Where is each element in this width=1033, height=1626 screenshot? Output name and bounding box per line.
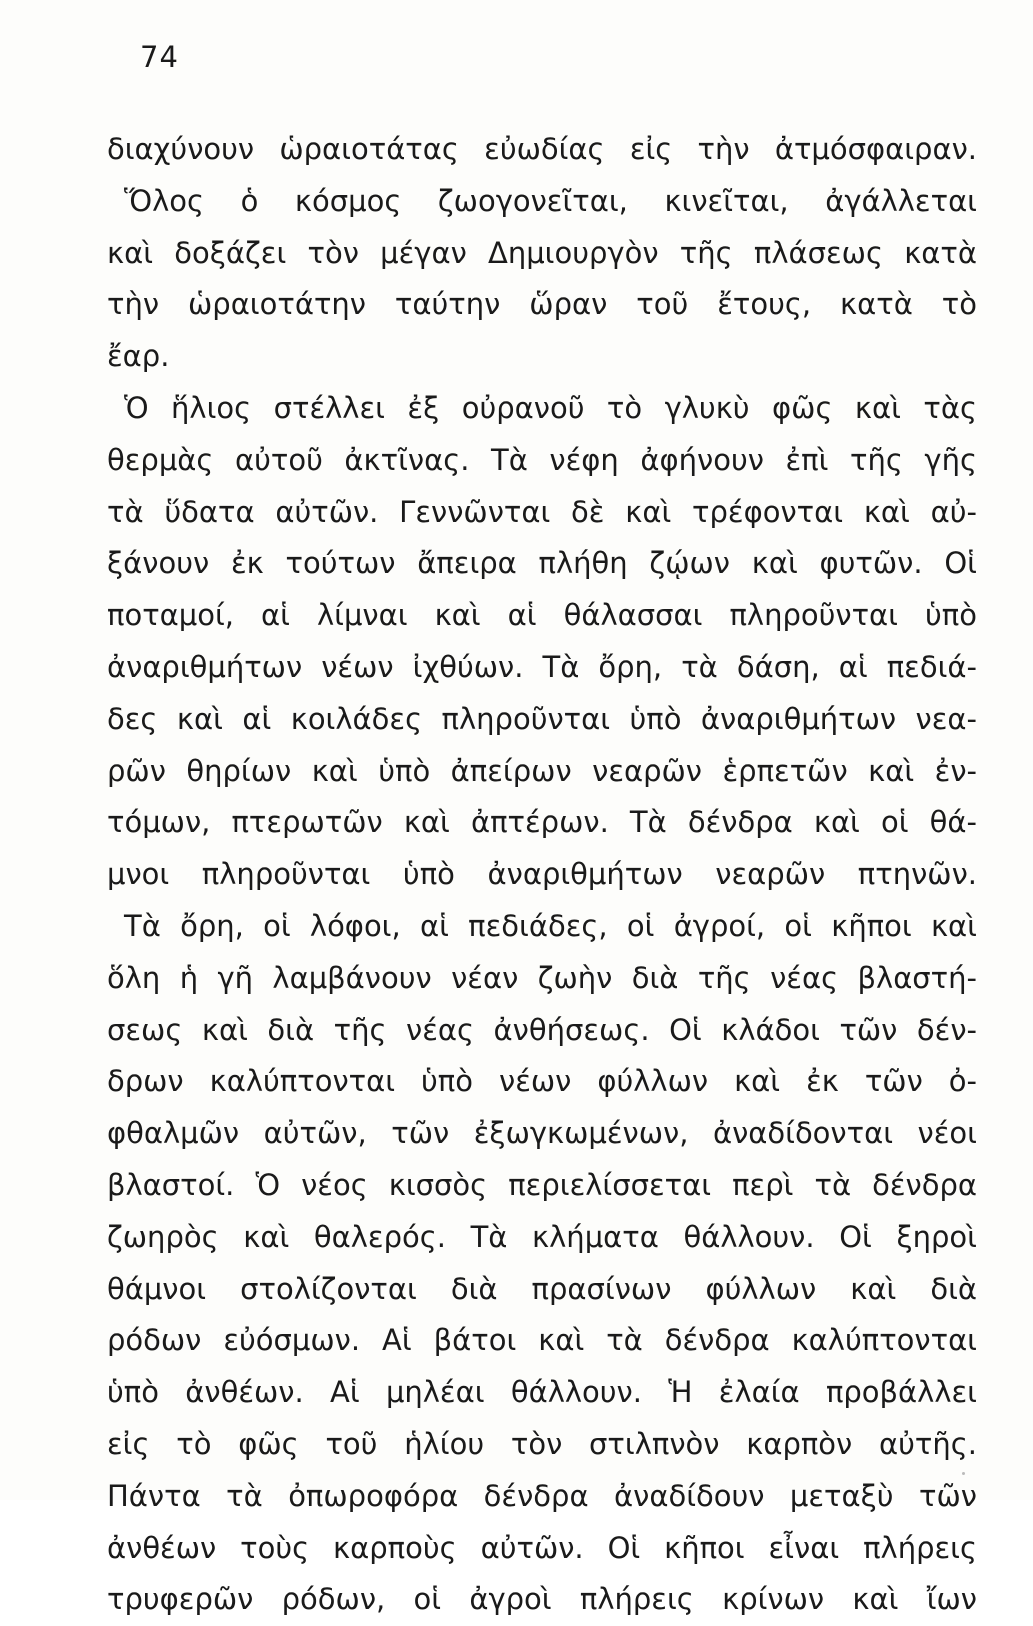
text-line: διαχύνουν ὡραιοτάτας εὐωδίας εἰς τὴν ἀτμόσφαιραν.	[107, 132, 977, 166]
text-line: φθαλμῶν αὐτῶν, τῶν ἐξωγκωμένων, ἀναδίδονται νέοι	[107, 1116, 977, 1151]
text-line: σεως καὶ διὰ τῆς νέας ἀνθήσεως. Οἱ κλάδοι τῶν δέν-	[107, 1012, 977, 1047]
page-number: 74	[140, 40, 179, 74]
text-line: βλαστοί. Ὁ νέος κισσὸς περιελίσσεται περὶ τὰ δένδρα	[107, 1167, 977, 1202]
text-line: ξάνουν ἐκ τούτων ἄπειρα πλήθη ζῴων καὶ φυτῶν. Οἱ	[107, 546, 977, 581]
text-line: ποταμοί, αἱ λίμναι καὶ αἱ θάλασσαι πληροῦνται ὑπὸ	[107, 598, 977, 633]
text-line: θερμὰς αὐτοῦ ἀκτῖνας. Τὰ νέφη ἀφήνουν ἐπὶ τῆς γῆς	[107, 442, 977, 477]
text-line: δες καὶ αἱ κοιλάδες πληροῦνται ὑπὸ ἀναριθμήτων νεα-	[107, 701, 977, 736]
text-line: μνοι πληροῦνται ὑπὸ ἀναριθμήτων νεαρῶν πτηνῶν.	[107, 857, 977, 892]
text-line: δρων καλύπτονται ὑπὸ νέων φύλλων καὶ ἐκ τῶν ὀ-	[107, 1064, 977, 1099]
text-line: τόμων, πτερωτῶν καὶ ἀπτέρων. Τὰ δένδρα καὶ οἱ θά-	[107, 805, 977, 840]
text-line: Ὁ ἥλιος στέλλει ἐξ οὐρανοῦ τὸ γλυκὺ φῶς καὶ τὰς	[124, 390, 977, 425]
text-line: ὅλη ἡ γῆ λαμβάνουν νέαν ζωὴν διὰ τῆς νέας βλαστή-	[107, 960, 977, 995]
text-line: Ὅλος ὁ κόσμος ζωογονεῖται, κινεῖται, ἀγάλλεται	[124, 183, 977, 218]
text-line: ρῶν θηρίων καὶ ὑπὸ ἀπείρων νεαρῶν ἑρπετῶν καὶ ἐν-	[107, 753, 977, 788]
paper-speck	[962, 1472, 965, 1475]
text-line: ἀνθέων τοὺς καρποὺς αὐτῶν. Οἱ κῆποι εἶναι πλήρεις	[107, 1530, 977, 1565]
text-line: Τὰ ὄρη, οἱ λόφοι, αἱ πεδιάδες, οἱ ἀγροί, οἱ κῆποι καὶ	[124, 908, 977, 943]
text-line: εἰς τὸ φῶς τοῦ ἡλίου τὸν στιλπνὸν καρπὸν αὐτῆς.	[107, 1426, 977, 1461]
text-line: θάμνοι στολίζονται διὰ πρασίνων φύλλων καὶ διὰ	[107, 1271, 977, 1306]
text-line: ὑπὸ ἀνθέων. Αἱ μηλέαι θάλλουν. Ἡ ἐλαία προβάλλει	[107, 1375, 977, 1410]
text-line: τρυφερῶν ρόδων, οἱ ἀγροὶ πλήρεις κρίνων καὶ ἴων	[107, 1582, 977, 1617]
text-line: καὶ δοξάζει τὸν μέγαν Δημιουργὸν τῆς πλάσεως κατὰ	[107, 235, 977, 270]
text-line: ἔαρ.	[107, 339, 170, 374]
body-text	[107, 124, 977, 1626]
text-line: Πάντα τὰ ὀπωροφόρα δένδρα ἀναδίδουν μεταξὺ τῶν	[107, 1478, 977, 1513]
text-line: ἀναριθμήτων νέων ἰχθύων. Τὰ ὄρη, τὰ δάση, αἱ πεδιά-	[107, 649, 977, 684]
text-line: τὰ ὕδατα αὐτῶν. Γεννῶνται δὲ καὶ τρέφονται καὶ αὐ-	[107, 494, 977, 529]
text-line: τὴν ὡραιοτάτην ταύτην ὥραν τοῦ ἔτους, κατὰ τὸ	[107, 287, 977, 322]
text-line: ζωηρὸς καὶ θαλερός. Τὰ κλήματα θάλλουν. Οἱ ξηροὶ	[107, 1219, 977, 1254]
text-line: ρόδων εὐόσμων. Αἱ βάτοι καὶ τὰ δένδρα καλύπτονται	[107, 1323, 977, 1358]
